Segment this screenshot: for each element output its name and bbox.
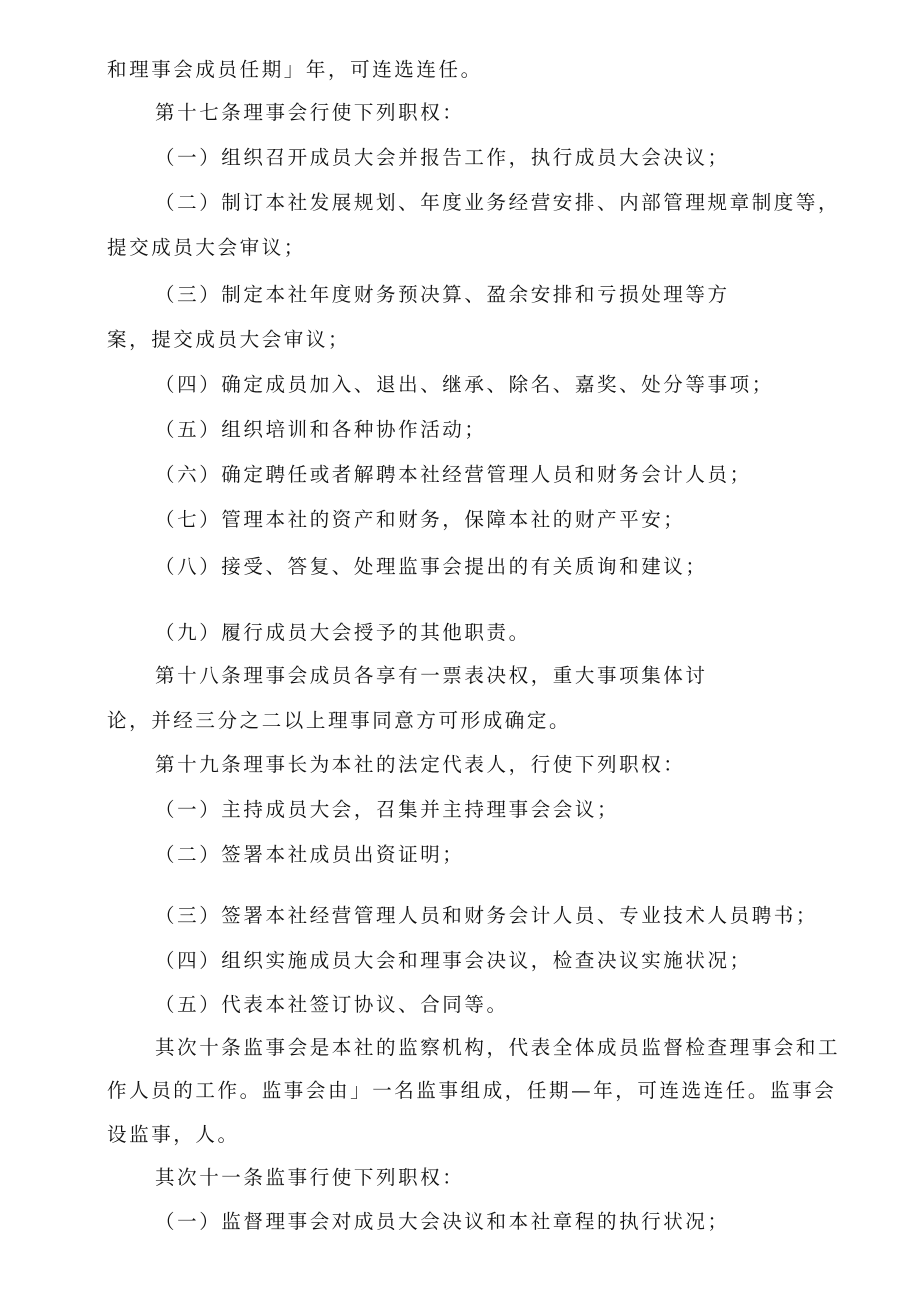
text-line: （六）确定聘任或者解聘本社经营管理人员和财务会计人员； (155, 463, 752, 486)
text-line: （九）履行成员大会授予的其他职责。 (155, 621, 531, 644)
text-line: （七）管理本社的资产和财务，保障本社的财产平安； (155, 508, 686, 531)
text-line: 提交成员大会审议； (107, 236, 306, 259)
text-line: （三）签署本社经营管理人员和财务会计人员、专业技术人员聘书； (155, 904, 819, 927)
text-line: （五）组织培训和各种协作活动； (155, 418, 487, 441)
text-line: 作人员的工作。监事会由」一名监事组成，任期—年，可连选连任。监事会 (107, 1079, 837, 1102)
text-line: （一）监督理事会对成员大会决议和本社章程的执行状况； (155, 1210, 730, 1233)
text-line: （四）确定成员加入、退出、继承、除名、嘉奖、处分等事项； (155, 373, 774, 396)
article-20-heading: 其次十条监事会是本社的监察机构，代表全体成员监督检查理事会和工 (155, 1036, 841, 1059)
article-19-heading: 第十九条理事长为本社的法定代表人，行使下列职权： (155, 753, 686, 776)
article-17-heading: 第十七条理事会行使下列职权： (155, 101, 465, 124)
text-line: 案，提交成员大会审议； (107, 328, 351, 351)
text-line: （二）制订本社发展规划、年度业务经营安排、内部管理规章制度等， (155, 191, 841, 214)
text-line: （二）签署本社成员出资证明； (155, 843, 465, 866)
text-line: （五）代表本社签订协议、合同等。 (155, 993, 509, 1016)
article-21-heading: 其次十一条监事行使下列职权： (155, 1166, 465, 1189)
text-line: 论，并经三分之二以上理事同意方可形成确定。 (107, 709, 572, 732)
text-line: （一）主持成员大会，召集并主持理事会会议； (155, 798, 620, 821)
text-line: （一）组织召开成员大会并报告工作，执行成员大会决议； (155, 146, 730, 169)
article-18-heading: 第十八条理事会成员各享有一票表决权，重大事项集体讨 (155, 664, 708, 687)
text-line: （八）接受、答复、处理监事会提出的有关质询和建议； (155, 555, 708, 578)
text-line: （三）制定本社年度财务预决算、盈余安排和亏损处理等方 (155, 283, 730, 306)
text-line: 和理事会成员任期」年，可连选连任。 (107, 58, 483, 81)
text-line: （四）组织实施成员大会和理事会决议，检查决议实施状况； (155, 949, 752, 972)
text-line: 设监事，人。 (107, 1123, 240, 1146)
